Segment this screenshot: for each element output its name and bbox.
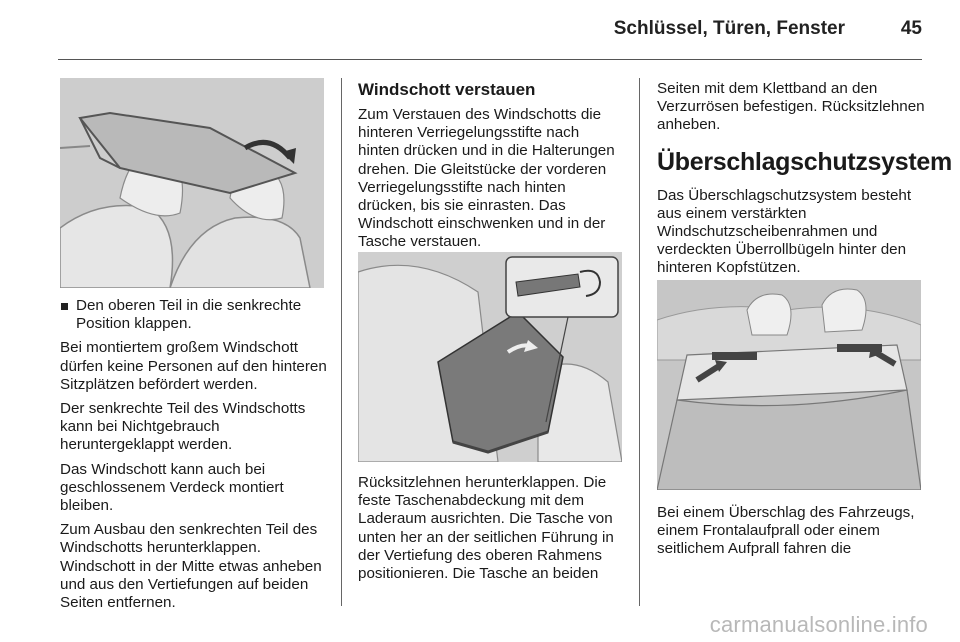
paragraph: Das Windschott kann auch bei geschlossenem Verdeck montiert bleiben. <box>60 460 284 515</box>
paragraph: Bei montiertem großem Windschott dürfen keine Personen auf den hinteren Sitzplätzen befördert werden. <box>60 339 327 393</box>
watermark: carmanualsonline.info <box>709 612 928 637</box>
figure-rollover-bars <box>657 280 921 490</box>
header-title: Schlüssel, Türen, Fenster <box>613 18 845 39</box>
section-heading: Windschott verstauen <box>358 80 536 99</box>
figure-windscreen-upright <box>60 78 324 288</box>
paragraph: Rücksitzlehnen herunterklappen. Die feste Taschenabdeckung mit dem Laderaum ausrichten. Die Tasche von unten her an der seitlichen Führung in der Vertiefung des oberen Rahmens positionieren. Die Tasche an beiden <box>358 474 614 583</box>
paragraph: Der senkrechte Teil des Windschotts kann bei Nichtgebrauch heruntergeklappt werden. <box>60 400 306 454</box>
page-number: 45 <box>900 18 922 39</box>
paragraph: Zum Verstauen des Windschotts die hinteren Verriegelungsstifte nach hinten drücken und in die Halterungen drehen. Die Gleitstücke der vorderen Verriegelungsstifte nach hinten drücken, bis sie einrasten. Das Windschott einschwenken und in der Tasche verstauen. <box>358 106 615 251</box>
column-divider-left <box>341 78 342 606</box>
paragraph: Seiten mit dem Klettband an den Verzurrösen befestigen. Rücksitzlehnen anheben. <box>657 80 925 134</box>
section-title: Überschlagschutzsystem <box>657 147 952 176</box>
paragraph: Bei einem Überschlag des Fahrzeugs, einem Frontalaufprall oder einem seitlichem Aufprall fahren die <box>657 504 915 558</box>
instruction-bullet: Den oberen Teil in die senkrechte Position klappen. <box>60 297 328 333</box>
header-rule <box>58 59 922 60</box>
figure-stow-bag <box>358 252 622 462</box>
column-divider-right <box>639 78 640 606</box>
paragraph: Das Überschlagschutzsystem besteht aus einem verstärkten Windschutzscheibenrahmen und verdeckten Überrollbügeln hinter den hinteren Kopfstützen. <box>657 186 912 277</box>
paragraph: Zum Ausbau den senkrechten Teil des Windschotts herunterklappen. Windschott in der Mitte etwas anheben und aus den Vertiefungen auf beiden Seiten entfernen. <box>60 521 322 612</box>
